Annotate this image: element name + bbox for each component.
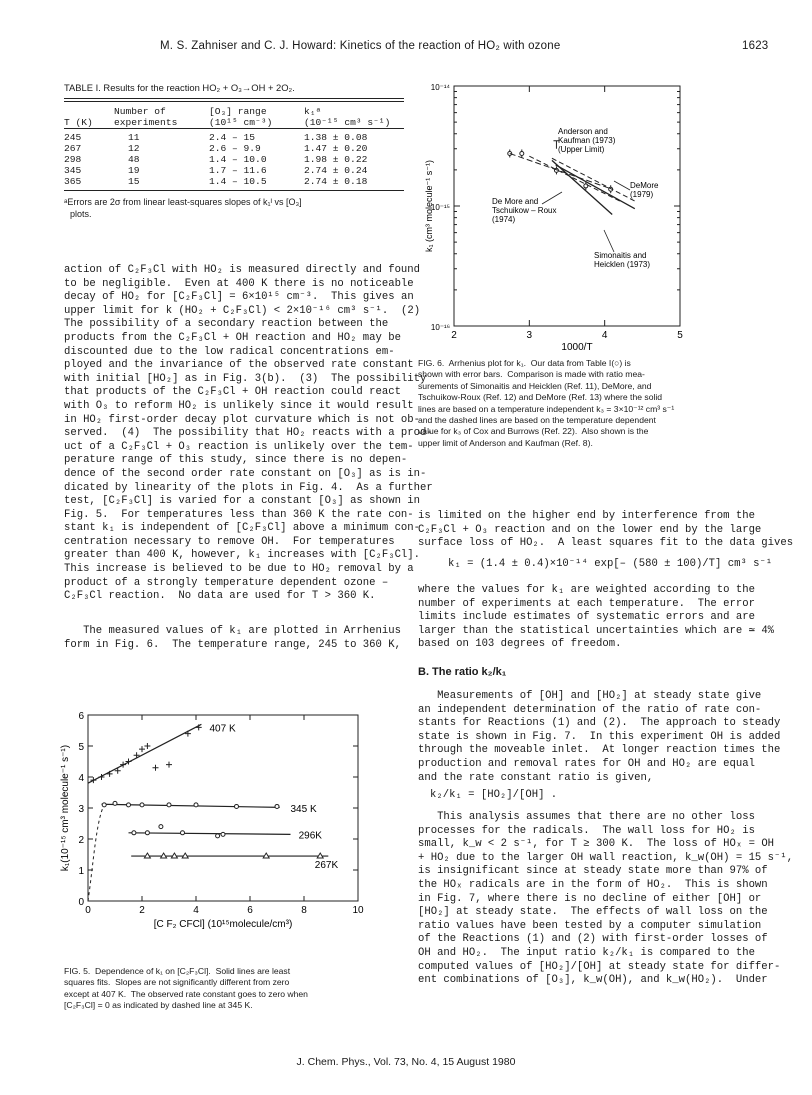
y-tick-label: 4 xyxy=(78,773,84,784)
data-point-plus xyxy=(144,743,150,749)
y-tick-label: 10⁻¹⁶ xyxy=(430,323,450,332)
table-cell: 245 xyxy=(64,132,82,144)
text-line: the HOₓ radicals are in the form of HO₂. This is shown xyxy=(418,878,768,891)
table-row xyxy=(64,176,404,187)
data-point-circle xyxy=(221,832,225,836)
text-line: decay of HO₂ for [C₂F₃Cl] = 6×10¹⁵ cm⁻³. This gives an xyxy=(64,291,414,304)
line-demore-tschuikow-dashed xyxy=(552,158,635,201)
text-line: products from the C₂F₃Cl + OH reaction and HO₂ may be xyxy=(64,331,401,344)
leader-line xyxy=(604,230,614,252)
footnote-line: plots. xyxy=(70,208,92,219)
x-tick-label: 4 xyxy=(601,330,608,341)
footnote-line: ᵃErrors are 2σ from linear least-squares slopes of k₁ᴵ vs [O₃] xyxy=(64,197,302,208)
text-line: with O₃ to reform HO₂ is unlikely since it would result xyxy=(64,399,414,412)
caption-line: upper limit of Anderson and Kaufman (Ref. 8). xyxy=(418,437,593,448)
table-cell: 48 xyxy=(128,154,140,166)
text-line: The possibility of a secondary reaction between the xyxy=(64,318,389,331)
text-line: [HO₂] at steady state. The effects of wall loss on the xyxy=(418,906,768,919)
text-line: is limited on the higher end by interference from the xyxy=(418,510,755,522)
text-line: in Fig. 7, where there is no decline of either [OH] or xyxy=(418,892,762,905)
text-line: limits include estimates of systematic errors and are xyxy=(418,611,755,624)
data-point-circle xyxy=(127,803,131,807)
text-line: test, [C₂F₃Cl] is varied for a constant [O₃] as shown in xyxy=(64,495,421,508)
y-axis-label: k₁(10⁻¹⁵ cm³ molecule⁻¹ s⁻¹) xyxy=(60,744,71,872)
text-line: product of a strongly temperature dependent ozone – xyxy=(64,576,389,589)
text-line: served. (4) The possibility that HO₂ reacts with a prod- xyxy=(64,427,433,440)
text-line: production and removal rates for OH and HO₂ are equal xyxy=(418,757,755,770)
series-label: 296K xyxy=(298,830,322,842)
annotation-label: (1974) xyxy=(492,215,516,224)
x-tick-label: 2 xyxy=(139,905,145,916)
table-cell: 1.7 – 11.6 xyxy=(209,165,267,177)
data-point-circle xyxy=(113,801,117,805)
leader-line xyxy=(614,181,630,190)
fig6-arrhenius-plot xyxy=(418,80,688,355)
annotation-label: Heicklen (1973) xyxy=(594,260,651,269)
table-header-cell: k₁ᵃ xyxy=(304,106,322,118)
table-row xyxy=(64,165,404,176)
text-line: This analysis assumes that there are no other loss xyxy=(418,811,755,823)
text-line: stants for Reactions (1) and (2). The approach to steady xyxy=(418,717,781,730)
text-line: with initial [HO₂] as in Fig. 3(b). (3) The possibility xyxy=(64,372,427,385)
journal-footer: J. Chem. Phys., Vol. 73, No. 4, 15 August 1980 xyxy=(296,1056,516,1068)
y-tick-label: 0 xyxy=(78,897,84,908)
table-cell: 2.74 ± 0.24 xyxy=(304,165,368,177)
text-line: to be negligible. Even at 400 K there is no noticeable xyxy=(64,277,414,290)
series-label: 345 K xyxy=(290,804,317,815)
caption-line: FIG. 6. Arrhenius plot for k₁. Our data from Table I(○) is xyxy=(418,358,631,368)
annotation-label: Anderson and xyxy=(558,127,608,136)
table-cell: 11 xyxy=(128,132,140,144)
text-line: dicated by linearity of the plots in Fig. 4. As a further xyxy=(64,481,433,494)
table-header-cell: T (K) xyxy=(64,117,93,129)
y-tick-label: 1 xyxy=(78,866,84,877)
table-cell: 1.4 – 10.5 xyxy=(209,176,267,188)
line-simonaitis xyxy=(552,160,612,214)
data-point-plus xyxy=(153,765,159,771)
table-header-cell: [O₃] range xyxy=(209,106,267,118)
table-cell: 1.4 – 10.0 xyxy=(209,154,267,166)
text-line: C₂F₃Cl + O₃ reaction and on the lower end by the large xyxy=(418,523,762,536)
data-point-circle xyxy=(275,804,279,808)
fit-line-407K xyxy=(88,724,201,783)
caption-line: shown with error bars. Comparison is made with ratio mea- xyxy=(418,369,645,380)
data-point-circle xyxy=(520,151,524,155)
caption-line: except at 407 K. The observed rate constant goes to zero when xyxy=(64,988,308,999)
fig5-dependence-plot xyxy=(48,705,368,945)
table-cell: 2.74 ± 0.18 xyxy=(304,176,368,188)
x-tick-label: 5 xyxy=(677,330,683,341)
caption-line: Tschuikow-Roux (Ref. 12) and DeMore (Ref. 13) where the solid xyxy=(418,392,663,403)
text-line: surface loss of HO₂. A least squares fit to the data gives xyxy=(418,537,794,550)
text-line: upper limit for k (HO₂ + C₂F₃Cl) < 2×10⁻¹⁶ cm³ s⁻¹. (2) xyxy=(64,304,421,317)
x-tick-label: 3 xyxy=(526,330,533,341)
left-column-text xyxy=(64,264,433,604)
text-line: of the Reactions (1) and (2) with first-order losses of xyxy=(418,933,768,946)
text-line: stant k₁ is independent of [C₂F₃Cl] above a minimum con- xyxy=(64,522,421,535)
table-cell: 1.47 ± 0.20 xyxy=(304,143,368,155)
y-tick-label: 10⁻¹⁴ xyxy=(430,83,450,92)
leader-line xyxy=(542,192,562,204)
text-line: processes for the radicals. The wall loss for HO₂ is xyxy=(418,824,755,837)
text-line: form in Fig. 6. The temperature range, 245 to 360 K, xyxy=(64,638,401,651)
annotation-label: Tschuikow – Roux xyxy=(492,206,557,215)
caption-line: lines are based on a temperature independent k₃ = 3×10⁻¹² cm³ s⁻¹ xyxy=(418,403,675,414)
text-line: and the rate constant ratio is given, xyxy=(418,771,654,784)
table-header-cell: experiments xyxy=(114,117,178,129)
series-label: 407 K xyxy=(209,723,236,735)
text-line: The measured values of k₁ are plotted in Arrhenius xyxy=(64,625,401,637)
table-caption: TABLE I. Results for the reaction HO₂ + O₃→OH + 2O₂. xyxy=(64,82,295,93)
table-footnote xyxy=(64,197,404,220)
equation-text: k₁ = (1.4 ± 0.4)×10⁻¹⁴ exp[– (580 ± 100)/T] cm³ s⁻¹ xyxy=(448,558,773,570)
results-table xyxy=(64,106,404,187)
data-point-circle xyxy=(235,804,239,808)
data-point-circle xyxy=(140,803,144,807)
caption-line: and the dashed lines are based on the temperature dependent xyxy=(418,415,656,426)
left-column-text-2 xyxy=(64,625,409,652)
x-tick-label: 8 xyxy=(301,905,307,916)
table-1 xyxy=(64,82,404,220)
data-point-plus xyxy=(196,724,202,730)
data-point-circle xyxy=(194,803,198,807)
annotation-label: Kaufman (1973) xyxy=(558,136,616,145)
text-line: computed values of [HO₂]/[OH] at steady state for differ- xyxy=(418,960,781,973)
text-line: through the moveable inlet. At longer reaction times the xyxy=(418,744,781,757)
annotation-label: Simonaitis and xyxy=(594,251,647,260)
right-column-text-3 xyxy=(418,690,781,785)
table-cell: 19 xyxy=(128,165,140,177)
table-cell: 365 xyxy=(64,176,82,188)
fig6-caption xyxy=(418,358,748,449)
data-point-circle xyxy=(216,834,220,838)
text-line: ployed and the invariance of the observed rate constant xyxy=(64,359,414,372)
x-tick-label: 6 xyxy=(247,905,253,916)
text-line: ratio values have been tested by a computer simulation xyxy=(418,919,762,932)
annotation-label: (Upper Limit) xyxy=(558,145,605,154)
text-line: based on 103 degrees of freedom. xyxy=(418,638,622,651)
y-tick-label: 10⁻¹⁵ xyxy=(430,203,450,212)
table-header-cell: (10⁻¹⁵ cm³ s⁻¹) xyxy=(304,117,391,129)
table-row xyxy=(64,143,404,154)
data-point-plus xyxy=(166,762,172,768)
text-line: an independent determination of the ratio of rate con- xyxy=(418,703,762,716)
table-cell: 2.6 – 9.9 xyxy=(209,143,261,155)
caption-line: value for k₃ of Cox and Burrows (Ref. 22). Also shown is the xyxy=(418,426,649,437)
data-point-plus xyxy=(107,771,113,777)
x-tick-label: 4 xyxy=(193,905,199,916)
text-line: OH and HO₂. The input ratio k₂/k₁ is compared to the xyxy=(418,946,755,959)
annotation-label: (1979) xyxy=(630,190,654,199)
text-line: perature range of this study, since there is no depen- xyxy=(64,454,408,467)
table-cell: 267 xyxy=(64,143,82,155)
text-line: Measurements of [OH] and [HO₂] at steady state give xyxy=(418,690,762,702)
table-header-cell: (10¹⁵ cm⁻³) xyxy=(209,117,273,129)
series-label: 267K xyxy=(314,859,339,871)
header-title: M. S. Zahniser and C. J. Howard: Kinetics of the reaction of HO₂ with ozone xyxy=(160,40,561,52)
x-tick-label: 10 xyxy=(352,905,364,916)
y-tick-label: 3 xyxy=(78,804,84,815)
table-cell: 1.98 ± 0.22 xyxy=(304,154,368,166)
x-axis-label: [C F₂ CFCl] (10¹⁵molecule/cm³) xyxy=(153,919,293,930)
fit-line-296K xyxy=(129,833,291,835)
data-point-circle xyxy=(102,803,106,807)
x-axis-label: 1000/T xyxy=(561,342,593,353)
data-point-plus xyxy=(139,746,145,752)
text-line: number of experiments at each temperature. The error xyxy=(418,597,755,610)
x-tick-label: 0 xyxy=(85,905,91,916)
table-header-row xyxy=(64,106,404,117)
y-tick-label: 6 xyxy=(78,711,84,722)
table-cell: 12 xyxy=(128,143,140,155)
fig5-caption xyxy=(64,966,404,1012)
data-point-circle xyxy=(132,831,136,835)
text-line: is insignificant since at steady state more than 97% of xyxy=(418,865,768,878)
text-line: centration necessary to remove OH. For temperatures xyxy=(64,535,395,548)
text-line: discounted due to the low radical concentrations em- xyxy=(64,345,395,358)
data-point-plus xyxy=(90,777,96,783)
text-line: This increase is believed to be due to HO₂ removal by a xyxy=(64,563,414,576)
section-heading: B. The ratio k₂/k₁ xyxy=(418,666,507,678)
text-line: greater than 400 K, however, k₁ increases with [C₂F₃Cl]. xyxy=(64,549,421,562)
caption-line: [C₂F₃Cl] = 0 as indicated by dashed line at 345 K. xyxy=(64,1000,253,1011)
table-header-row xyxy=(64,117,404,129)
line-demore-tschuikow xyxy=(556,165,635,209)
text-line: + HO₂ due to the larger OH wall reaction, k_w(OH) = 15 s⁻¹, xyxy=(418,851,794,864)
text-line: C₂F₃Cl reaction. No data are used for T > 360 K. xyxy=(64,590,376,603)
right-column-text-2 xyxy=(418,584,775,652)
y-tick-label: 5 xyxy=(78,742,84,753)
data-point-circle xyxy=(145,831,149,835)
text-line: ent combinations of [O₃], k_w(OH), and k_w(HO₂). Under xyxy=(418,974,768,987)
plot-frame xyxy=(454,86,680,326)
table-row xyxy=(64,154,404,165)
annotation-label: De More and xyxy=(492,197,539,206)
equation-text: k₂/k₁ = [HO₂]/[OH] . xyxy=(430,789,558,801)
table-cell: 15 xyxy=(128,176,140,188)
text-line: small, k_w < 2 s⁻¹, for T ≥ 300 K. The loss of HOₓ = OH xyxy=(418,838,775,851)
equation-2 xyxy=(430,789,557,803)
table-row xyxy=(64,132,404,143)
y-tick-label: 2 xyxy=(78,835,84,846)
text-line: that products of the C₂F₃Cl + OH reaction could react xyxy=(64,386,401,399)
table-header-cell xyxy=(64,106,114,117)
text-line: uct of a C₂F₃Cl + O₃ reaction is unlikely over the tem- xyxy=(64,440,414,453)
page-number: 1623 xyxy=(742,40,769,52)
right-column-text-1 xyxy=(418,510,794,551)
caption-line: FIG. 5. Dependence of k₁ on [C₂F₃Cl]. Solid lines are least xyxy=(64,966,291,976)
table-cell: 345 xyxy=(64,165,82,177)
text-line: action of C₂F₃Cl with HO₂ is measured directly and found xyxy=(64,264,421,276)
table-cell: 2.4 – 15 xyxy=(209,132,256,144)
annotation-label: DeMore xyxy=(630,181,659,190)
table-cell: 298 xyxy=(64,154,82,166)
text-line: dence of the second order rate constant on [O₃] as is in- xyxy=(64,467,427,480)
data-point-circle xyxy=(159,825,163,829)
y-axis-label: k₁ (cm³ molecule⁻¹ s⁻¹) xyxy=(424,159,434,253)
data-point-circle xyxy=(181,831,185,835)
table-cell: 1.38 ± 0.08 xyxy=(304,132,368,144)
x-tick-label: 2 xyxy=(451,330,457,341)
text-line: where the values for k₁ are weighted according to the xyxy=(418,584,755,596)
data-point-plus xyxy=(185,731,191,737)
dashed-line-345K xyxy=(88,805,104,901)
right-column-text-4 xyxy=(418,811,794,988)
plot-frame xyxy=(88,715,358,901)
table-header-cell: Number of xyxy=(114,106,166,118)
text-line: state is shown in Fig. 7. In this experiment OH is added xyxy=(418,730,781,743)
line-demore xyxy=(529,156,619,201)
caption-line: surements of Simonaitis and Heicklen (Ref. 11), DeMore, and xyxy=(418,380,652,391)
text-line: Fig. 5. For temperatures less than 360 K the rate con- xyxy=(64,508,414,521)
data-point-circle xyxy=(167,803,171,807)
text-line: larger than the statistical uncertainties which are ≃ 4% xyxy=(418,624,775,637)
equation-1 xyxy=(448,558,772,572)
caption-line: squares fits. Slopes are not significantly different from zero xyxy=(64,977,290,988)
text-line: in HO₂ first-order decay plot curvature which is not ob- xyxy=(64,413,421,426)
